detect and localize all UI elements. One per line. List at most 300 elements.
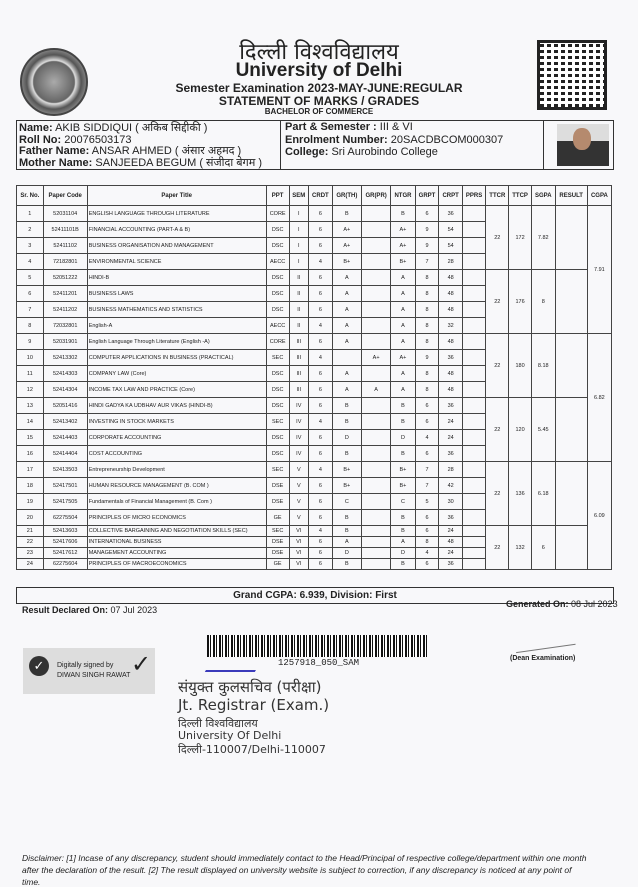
ppt: DSC: [266, 366, 289, 382]
digital-signature-badge: [23, 648, 155, 694]
pprs: [462, 559, 485, 570]
net-grade: A+: [391, 350, 415, 366]
result: [555, 270, 587, 334]
net-grade: B: [391, 510, 415, 526]
sem: V: [289, 478, 308, 494]
paper-code: 52417501: [43, 478, 87, 494]
pprs: [462, 537, 485, 548]
column-header: GRPT: [415, 186, 439, 206]
grade-point: 6: [415, 398, 439, 414]
sr-no: 7: [17, 302, 44, 318]
ppt: DSC: [266, 222, 289, 238]
column-header: NTGR: [391, 186, 415, 206]
pprs: [462, 302, 485, 318]
credit-point: 30: [439, 494, 462, 510]
sem: VI: [289, 537, 308, 548]
paper-code: 62275604: [43, 559, 87, 570]
sgpa: 6.18: [531, 462, 555, 526]
paper-title: CORPORATE ACCOUNTING: [87, 430, 266, 446]
grade-practical: [361, 446, 390, 462]
grade-point: 9: [415, 238, 439, 254]
paper-code: 52413603: [43, 526, 87, 537]
column-header: GR(TH): [332, 186, 361, 206]
pprs: [462, 334, 485, 350]
pprs: [462, 350, 485, 366]
column-header: Paper Title: [87, 186, 266, 206]
credit-point: 48: [439, 302, 462, 318]
credit: 4: [308, 526, 332, 537]
net-grade: B: [391, 398, 415, 414]
credit-point: 36: [439, 398, 462, 414]
sr-no: 10: [17, 350, 44, 366]
credit: 4: [308, 350, 332, 366]
result: [555, 526, 587, 570]
sgpa: 8.18: [531, 334, 555, 398]
grade-practical: [361, 559, 390, 570]
pprs: [462, 462, 485, 478]
column-header: Paper Code: [43, 186, 87, 206]
sem: V: [289, 510, 308, 526]
ppt: AECC: [266, 318, 289, 334]
pprs: [462, 206, 485, 222]
credit-point: 48: [439, 270, 462, 286]
paper-title: BUSINESS LAWS: [87, 286, 266, 302]
sr-no: 15: [17, 430, 44, 446]
table-row: [17, 398, 612, 414]
credit-point: 24: [439, 548, 462, 559]
grade-practical: [361, 414, 390, 430]
paper-code: 52414304: [43, 382, 87, 398]
paper-code: 62275504: [43, 510, 87, 526]
credit-point: 48: [439, 537, 462, 548]
college-name: Sri Aurobindo College: [331, 146, 438, 158]
father-name: ANSAR AHMED ( अंसार अहमद ): [91, 145, 242, 157]
grade-practical: [361, 222, 390, 238]
sr-no: 17: [17, 462, 44, 478]
roll-number: 20076503173: [64, 133, 132, 146]
sem: II: [289, 302, 308, 318]
address: दिल्ली-110007/Delhi-110007: [178, 743, 326, 756]
grade-practical: [361, 334, 390, 350]
ttcp: 180: [509, 334, 532, 398]
paper-code: 52414404: [43, 446, 87, 462]
credit: 6: [308, 270, 332, 286]
pprs: [462, 222, 485, 238]
sem: III: [289, 366, 308, 382]
paper-code: 52413503: [43, 462, 87, 478]
university-hindi: दिल्ली विश्वविद्यालय: [178, 717, 258, 730]
table-row: [17, 270, 612, 286]
column-header: CRDT: [308, 186, 332, 206]
paper-code: 52413302: [43, 350, 87, 366]
disclaimer: Disclaimer: [1] Incase of any discrepancy, student should immediately contact to the Head/Principal of respective college/department within one month after the declaration of the result. [2] The result displayed on university website is subject to correction, if any discrepancy is noticed at any point of time.: [22, 853, 587, 887]
pprs: [462, 478, 485, 494]
grade-point: 7: [415, 478, 439, 494]
grade-theory: A: [332, 382, 361, 398]
paper-code: 52051416: [43, 398, 87, 414]
sem: II: [289, 318, 308, 334]
ppt: DSC: [266, 382, 289, 398]
sem: I: [289, 206, 308, 222]
grade-practical: [361, 270, 390, 286]
pprs: [462, 398, 485, 414]
sr-no: 19: [17, 494, 44, 510]
university-english: University Of Delhi: [178, 729, 282, 742]
column-header: PPRS: [462, 186, 485, 206]
grade-practical: [361, 537, 390, 548]
ppt: DSC: [266, 270, 289, 286]
net-grade: A: [391, 537, 415, 548]
credit: 6: [308, 478, 332, 494]
exam-title: Semester Examination 2023-MAY-JUNE:REGULAR: [175, 81, 463, 95]
ttcp: 176: [509, 270, 532, 334]
result: [555, 398, 587, 462]
sr-no: 21: [17, 526, 44, 537]
credit-point: 24: [439, 526, 462, 537]
ttcr: 22: [486, 462, 509, 526]
mother-name: SANJEEDA BEGUM ( संजीदा बेगम ): [95, 156, 263, 169]
table-row: [17, 462, 612, 478]
net-grade: A: [391, 302, 415, 318]
grade-point: 5: [415, 494, 439, 510]
university-name: University of Delhi: [235, 60, 403, 81]
sgpa: 6: [531, 526, 555, 570]
sr-no: 18: [17, 478, 44, 494]
credit-point: 32: [439, 318, 462, 334]
sem: IV: [289, 414, 308, 430]
label: Father Name:: [19, 145, 90, 157]
part-semester: III & VI: [379, 121, 413, 133]
grade-point: 6: [415, 510, 439, 526]
ttcr: 22: [486, 270, 509, 334]
paper-code: 72032801: [43, 318, 87, 334]
checkmark-icon: ✓: [131, 651, 152, 678]
paper-title: English-A: [87, 318, 266, 334]
marks-table: [16, 185, 612, 570]
paper-title: Fundamentals of Financial Management (B. Com ): [87, 494, 266, 510]
grade-theory: B: [332, 559, 361, 570]
paper-title: PRINCIPLES OF MACROECONOMICS: [87, 559, 266, 570]
grade-practical: [361, 398, 390, 414]
label: Mother Name:: [19, 156, 93, 169]
net-grade: A: [391, 318, 415, 334]
paper-code: 52411102: [43, 238, 87, 254]
label: Result Declared On:: [22, 605, 109, 615]
column-header: SEM: [289, 186, 308, 206]
credit-point: 24: [439, 414, 462, 430]
sem: I: [289, 254, 308, 270]
credit: 6: [308, 398, 332, 414]
paper-title: Entrepreneurship Development: [87, 462, 266, 478]
credit: 6: [308, 238, 332, 254]
credit: 6: [308, 302, 332, 318]
dean-signature: [514, 632, 575, 653]
table-row: [17, 526, 612, 537]
grade-point: 8: [415, 318, 439, 334]
sem: VI: [289, 526, 308, 537]
paper-title: BUSINESS ORGANISATION AND MANAGEMENT: [87, 238, 266, 254]
sr-no: 11: [17, 366, 44, 382]
ppt: GE: [266, 559, 289, 570]
paper-code: 52411101B: [43, 222, 87, 238]
sr-no: 14: [17, 414, 44, 430]
paper-title: ENGLISH LANGUAGE THROUGH LITERATURE: [87, 206, 266, 222]
sr-no: 4: [17, 254, 44, 270]
sgpa: 5.45: [531, 398, 555, 462]
pprs: [462, 414, 485, 430]
grade-theory: A: [332, 270, 361, 286]
grade-point: 8: [415, 334, 439, 350]
credit: 6: [308, 446, 332, 462]
credit: 6: [308, 548, 332, 559]
credit: 6: [308, 494, 332, 510]
sr-no: 1: [17, 206, 44, 222]
column-header: PPT: [266, 186, 289, 206]
label: Generated On:: [506, 599, 569, 609]
net-grade: D: [391, 430, 415, 446]
ppt: DSC: [266, 238, 289, 254]
ttcr: 22: [486, 334, 509, 398]
grade-practical: [361, 254, 390, 270]
registrar-title: Jt. Registrar (Exam.): [178, 696, 330, 714]
net-grade: D: [391, 548, 415, 559]
credit-point: 36: [439, 510, 462, 526]
barcode-number: 1257918_050_SAM: [278, 658, 360, 668]
sr-no: 5: [17, 270, 44, 286]
ppt: DSE: [266, 494, 289, 510]
student-info-box: [16, 120, 614, 170]
credit: 6: [308, 334, 332, 350]
grade-theory: A+: [332, 238, 361, 254]
generated-on: [506, 599, 618, 609]
grade-practical: [361, 302, 390, 318]
grade-theory: D: [332, 430, 361, 446]
ppt: DSC: [266, 398, 289, 414]
credit: 6: [308, 510, 332, 526]
paper-code: 52413402: [43, 414, 87, 430]
ttcp: 120: [509, 398, 532, 462]
ppt: AECC: [266, 254, 289, 270]
ttcr: 22: [486, 206, 509, 270]
declared-date: 07 Jul 2023: [110, 605, 158, 615]
grade-point: 6: [415, 414, 439, 430]
ttcr: 22: [486, 526, 509, 570]
grade-theory: A: [332, 286, 361, 302]
registrar-signature: [205, 654, 265, 672]
net-grade: A: [391, 366, 415, 382]
ppt: SEC: [266, 462, 289, 478]
dean-label: (Dean Examination): [510, 655, 576, 662]
paper-code: 52031104: [43, 206, 87, 222]
ppt: DSE: [266, 548, 289, 559]
credit: 4: [308, 414, 332, 430]
credit: 6: [308, 206, 332, 222]
paper-title: PRINCIPLES OF MICRO ECONOMICS: [87, 510, 266, 526]
result-declared: [22, 605, 157, 615]
column-header: SGPA: [531, 186, 555, 206]
grade-practical: [361, 286, 390, 302]
ppt: DSC: [266, 446, 289, 462]
credit-point: 54: [439, 238, 462, 254]
cgpa: 6.82: [587, 334, 611, 462]
sem: II: [289, 270, 308, 286]
statement-title: STATEMENT OF MARKS / GRADES: [218, 94, 420, 108]
sgpa: 8: [531, 270, 555, 334]
paper-title: English Language Through Literature (English -A): [87, 334, 266, 350]
sem: III: [289, 382, 308, 398]
cgpa: 6.09: [587, 462, 611, 570]
grade-point: 7: [415, 254, 439, 270]
sr-no: 16: [17, 446, 44, 462]
credit-point: 36: [439, 446, 462, 462]
sem: IV: [289, 398, 308, 414]
column-header: GR(PR): [361, 186, 390, 206]
paper-code: 52417505: [43, 494, 87, 510]
net-grade: B: [391, 206, 415, 222]
grade-practical: [361, 526, 390, 537]
grade-practical: [361, 510, 390, 526]
sr-no: 2: [17, 222, 44, 238]
result: [555, 206, 587, 270]
column-header: TTCR: [486, 186, 509, 206]
grade-theory: B: [332, 446, 361, 462]
paper-title: HINDI-B: [87, 270, 266, 286]
label: Name:: [19, 122, 53, 134]
grade-point: 6: [415, 206, 439, 222]
paper-title: COLLECTIVE BARGAINING AND NEGOTIATION SKILLS (SEC): [87, 526, 266, 537]
ttcp: 136: [509, 462, 532, 526]
credit: 4: [308, 462, 332, 478]
credit: 6: [308, 286, 332, 302]
credit: 4: [308, 254, 332, 270]
course-name: BACHELOR OF COMMERCE: [264, 107, 374, 116]
grade-point: 8: [415, 366, 439, 382]
credit-point: 48: [439, 382, 462, 398]
grade-point: 4: [415, 430, 439, 446]
sgpa: 7.82: [531, 206, 555, 270]
student-photo: [557, 124, 609, 166]
column-header: Sr. No.: [17, 186, 44, 206]
grade-theory: D: [332, 548, 361, 559]
credit-point: 48: [439, 286, 462, 302]
net-grade: A: [391, 286, 415, 302]
label: Roll No:: [19, 133, 62, 146]
paper-code: 52417612: [43, 548, 87, 559]
ppt: SEC: [266, 414, 289, 430]
paper-code: 52414403: [43, 430, 87, 446]
credit: 6: [308, 559, 332, 570]
signer-name: DIWAN SINGH RAWAT: [57, 672, 131, 679]
table-row: [17, 206, 612, 222]
ppt: GE: [266, 510, 289, 526]
table-row: [17, 334, 612, 350]
grade-theory: B: [332, 206, 361, 222]
net-grade: C: [391, 494, 415, 510]
grade-practical: A: [361, 382, 390, 398]
grade-practical: [361, 478, 390, 494]
pprs: [462, 510, 485, 526]
pprs: [462, 254, 485, 270]
net-grade: B+: [391, 478, 415, 494]
grade-theory: B+: [332, 478, 361, 494]
credit: 6: [308, 222, 332, 238]
column-header: CGPA: [587, 186, 611, 206]
pprs: [462, 548, 485, 559]
column-header: TTCP: [509, 186, 532, 206]
grade-theory: A: [332, 537, 361, 548]
grade-point: 8: [415, 537, 439, 548]
generated-date: 08 Jul 2023: [571, 599, 618, 609]
grade-point: 8: [415, 382, 439, 398]
label: College:: [285, 146, 329, 158]
ppt: DSE: [266, 478, 289, 494]
label: Part & Semester :: [285, 121, 377, 133]
grade-practical: [361, 206, 390, 222]
grade-theory: B+: [332, 462, 361, 478]
sem: II: [289, 286, 308, 302]
pprs: [462, 286, 485, 302]
grade-practical: [361, 366, 390, 382]
grade-practical: [361, 238, 390, 254]
ppt: DSE: [266, 537, 289, 548]
pprs: [462, 382, 485, 398]
paper-code: 52411202: [43, 302, 87, 318]
paper-title: INCOME TAX LAW AND PRACTICE (Core): [87, 382, 266, 398]
credit-point: 24: [439, 430, 462, 446]
grade-point: 6: [415, 446, 439, 462]
net-grade: A: [391, 382, 415, 398]
sr-no: 8: [17, 318, 44, 334]
ppt: DSC: [266, 286, 289, 302]
enrolment-number: 20SACDBCOM000307: [390, 133, 504, 146]
credit-point: 42: [439, 478, 462, 494]
hindi-title: दिल्ली विश्वविद्यालय: [239, 40, 399, 65]
sr-no: 13: [17, 398, 44, 414]
student-name: AKIB SIDDIQUI ( अकिब सिद्दीकी ): [55, 122, 208, 134]
credit-point: 54: [439, 222, 462, 238]
grade-practical: [361, 494, 390, 510]
paper-code: 52411201: [43, 286, 87, 302]
pprs: [462, 494, 485, 510]
paper-title: FINANCIAL ACCOUNTING (PART-A & B): [87, 222, 266, 238]
credit: 6: [308, 430, 332, 446]
net-grade: B+: [391, 462, 415, 478]
grade-theory: B: [332, 526, 361, 537]
result: [555, 334, 587, 398]
net-grade: B: [391, 446, 415, 462]
ppt: SEC: [266, 350, 289, 366]
ppt: CORE: [266, 334, 289, 350]
grade-point: 6: [415, 526, 439, 537]
net-grade: A: [391, 334, 415, 350]
grade-point: 9: [415, 222, 439, 238]
paper-code: 52417606: [43, 537, 87, 548]
net-grade: A: [391, 270, 415, 286]
grade-theory: B: [332, 510, 361, 526]
pprs: [462, 446, 485, 462]
paper-title: COMPUTER APPLICATIONS IN BUSINESS (PRACTICAL): [87, 350, 266, 366]
grade-theory: A: [332, 318, 361, 334]
paper-code: 52414303: [43, 366, 87, 382]
sem: III: [289, 350, 308, 366]
result: [555, 462, 587, 526]
sem: V: [289, 494, 308, 510]
paper-code: 52031901: [43, 334, 87, 350]
sem: IV: [289, 430, 308, 446]
credit-point: 36: [439, 350, 462, 366]
pprs: [462, 526, 485, 537]
credit: 6: [308, 537, 332, 548]
